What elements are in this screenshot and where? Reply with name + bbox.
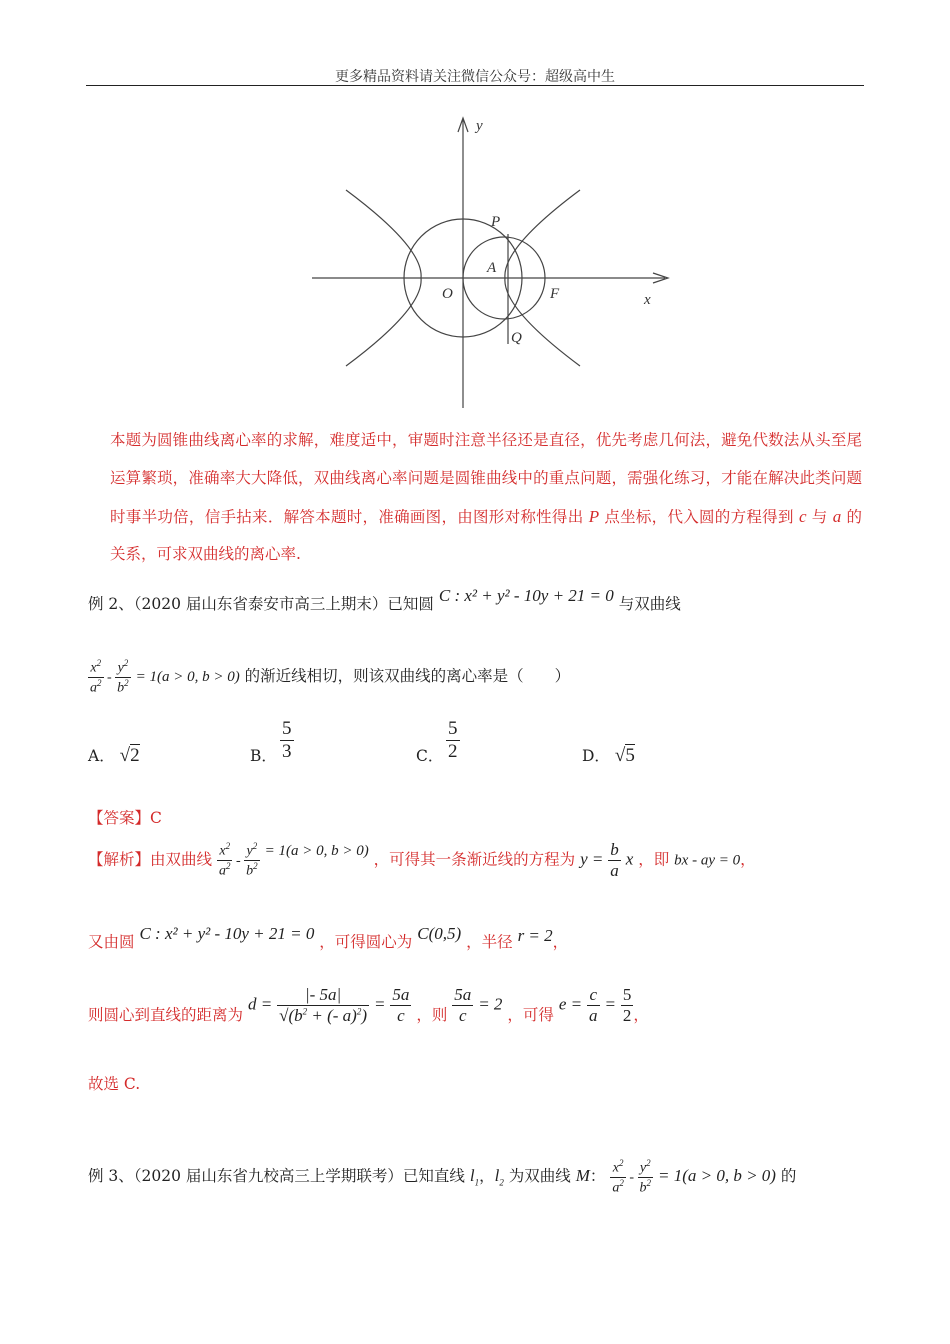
answer-value: C [150, 809, 162, 827]
five-a-over-c-2: $\frac{5a}{c}$ [454, 985, 472, 1025]
solution-tag: 【解析】 [88, 850, 151, 869]
y2-over-b2: $\frac{y^2}{b^2}$ [639, 1158, 652, 1196]
x2-over-a2: $\frac{x^2}{a^2}$ [612, 1158, 624, 1196]
analysis-paragraph [110, 422, 862, 574]
solution-line-3: 则圆心到直线的距离为 d = $\frac{|- 5a|}{√(b^2 + (- a)^2)}$ = $\frac{5a}{c}$ ，则 $\frac{5a}{c}$ = 2 ，可得 e = $\frac{c}{a}$ = $\frac{5}{2}$ ， [88, 985, 649, 1025]
example3-sep: ， [479, 1167, 495, 1186]
option-c-label: C． [416, 747, 444, 765]
example2-question: 的渐近线相切，则该双曲线的离心率是（ ） [244, 667, 571, 686]
option-c[interactable] [416, 744, 443, 766]
solution-s8: ，则 [416, 1005, 448, 1024]
example2-hyperbola-cond: = 1(a > 0, b > 0) [135, 669, 240, 686]
var-p: P [588, 506, 600, 526]
solution-s5: ，可得圆心为 [319, 933, 413, 951]
header-rule [86, 85, 864, 86]
solution-line-2 [88, 924, 569, 952]
solution-s2: ，可得其一条渐近线的方程为 [373, 850, 576, 869]
line-l1: $l_1$ [469, 1166, 480, 1188]
option-b[interactable] [250, 744, 277, 766]
example3-mid: 为双曲线 [508, 1167, 571, 1186]
label-o: O [442, 286, 453, 302]
c-over-a: $\frac{c}{a}$ [589, 985, 598, 1025]
circle-radius: r = 2 [517, 926, 553, 945]
example2-circle-eq: C : x² + y² - 10y + 21 = 0 [438, 586, 614, 605]
option-d-value: 5 [625, 745, 635, 766]
option-a-label: A． [88, 747, 115, 765]
x2-over-a2: $\frac{x^2}{a^2}$ [90, 658, 102, 696]
b-over-a: $\frac{b}{a}$ [610, 840, 619, 880]
example2-stem-line2: $\frac{x^2}{a^2}$ - $\frac{y^2}{b^2}$ = 1(a > 0, b > 0) 的渐近线相切，则该双曲线的离心率是（ ） [90, 658, 571, 696]
example3-colon: ： [589, 1167, 606, 1186]
var-a: a [832, 506, 842, 526]
distance-fraction: $\frac{|- 5a|}{√(b^2 + (- a)^2)}$ [279, 985, 368, 1025]
solution-circle-eq: C : x² + y² - 10y + 21 = 0 [139, 924, 315, 943]
hyperbola-circle-figure [300, 110, 680, 415]
option-a[interactable] [88, 744, 140, 767]
example3-tail: 的 [780, 1167, 797, 1186]
option-c-num: 5 [448, 718, 458, 739]
option-b-label: B． [250, 747, 277, 765]
solution-s6: ，半径 [466, 933, 513, 951]
answer-tag: 【答案】 [88, 809, 151, 827]
sqrt-icon: √ [119, 745, 131, 766]
example2-stem [88, 586, 681, 614]
five-a-over-c: $\frac{5a}{c}$ [392, 985, 410, 1025]
circle-center: C(0,5) [417, 924, 462, 943]
label-p: P [491, 214, 501, 230]
y2-over-b2: $\frac{y^2}{b^2}$ [117, 658, 129, 696]
option-b-den: 3 [282, 741, 292, 762]
label-q: Q [511, 330, 522, 346]
var-c: c [798, 506, 807, 526]
label-a: A [487, 260, 497, 276]
answer-line [88, 806, 162, 828]
solution-s6-end: ， [552, 933, 569, 951]
option-c-den: 2 [448, 741, 458, 762]
y2-over-b2: $\frac{y^2}{b^2}$ [246, 841, 258, 879]
sqrt-icon: √ [614, 745, 626, 766]
line-l2: $l_2$ [494, 1166, 504, 1188]
analysis-text-1: 本题为圆锥曲线离心率的求解，难度适中，审题时注意半径还是直径，优先考虑几何法，避免代数法从头至尾运算繁琐，准确率大大降低，双曲线离心率问题是圆锥曲线中的重点问题，需强化练习，才能在解决此类问题时事半功倍，信手拈来．解答本题时，准确画图，由图形对称性得出 [110, 431, 862, 526]
example2-source: （2020 届山东省泰安市高三上期末）已知圆 [133, 595, 434, 613]
equals-two: = 2 [478, 994, 503, 1014]
asymptote-line-eq: bx - ay = 0 [674, 852, 741, 869]
example3-source: （2020 届山东省九校高三上学期联考）已知直线 [133, 1167, 465, 1186]
label-y: y [476, 118, 483, 134]
hyperbola-m: M [575, 1166, 590, 1186]
analysis-text-4: 的关系，可求双曲线的离心率. [110, 507, 862, 564]
solution-line-1: 【解析】由双曲线 $\frac{x^2}{a^2}$ - $\frac{y^2}{b^2}$ = 1(a > 0, b > 0) ，可得其一条渐近线的方程为 y = $\frac{b}{a}$ x ，即 bx - ay = 0， [88, 840, 756, 880]
solution-s9: ，可得 [507, 1005, 554, 1024]
solution-s4: 又由圆 [88, 933, 135, 951]
option-c-fraction [446, 718, 460, 763]
label-x: x [644, 292, 651, 308]
example3-prefix: 例 3、 [88, 1167, 134, 1186]
solution-s7: 则圆心到直线的距离为 [88, 1005, 244, 1024]
label-f: F [550, 286, 560, 302]
page-header: 更多精品资料请关注微信公众号：超级高中生 [335, 69, 615, 85]
solution-s3-end: ， [740, 850, 756, 869]
option-b-fraction [280, 718, 294, 763]
example3-stem: 例 3、（2020 届山东省九校高三上学期联考）已知直线 $l_1$，$l_2$ 为双曲线 M： $\frac{x^2}{a^2}$ - $\frac{y^2}{b^2}$ = 1(a > 0, b > 0) 的 [88, 1158, 797, 1196]
solution-s10: ， [633, 1005, 649, 1024]
solution-s3: ，即 [638, 850, 670, 869]
analysis-text-2: 点坐标，代入圆的方程得到 [604, 507, 794, 526]
solution-s1: 由双曲线 [150, 850, 213, 869]
distance-d: d = [247, 994, 273, 1014]
x2-over-a2: $\frac{x^2}{a^2}$ [218, 841, 231, 879]
option-a-value: 2 [130, 745, 140, 766]
analysis-text-3: 与 [811, 507, 828, 526]
asymptote-y: y = [580, 849, 604, 869]
example2-tail: 与双曲线 [618, 595, 681, 613]
example3-cond: = 1(a > 0, b > 0) [657, 1166, 776, 1186]
five-over-two: $\frac{5}{2}$ [622, 985, 632, 1025]
solution-conclusion: 故选 C. [88, 1075, 141, 1093]
option-d[interactable] [582, 744, 635, 767]
option-d-label: D． [582, 747, 610, 765]
option-b-num: 5 [282, 718, 292, 739]
example2-prefix: 例 2、 [88, 595, 134, 613]
asymptote-x: x [625, 849, 634, 869]
solution-s1-cond: = 1(a > 0, b > 0) [264, 842, 369, 859]
